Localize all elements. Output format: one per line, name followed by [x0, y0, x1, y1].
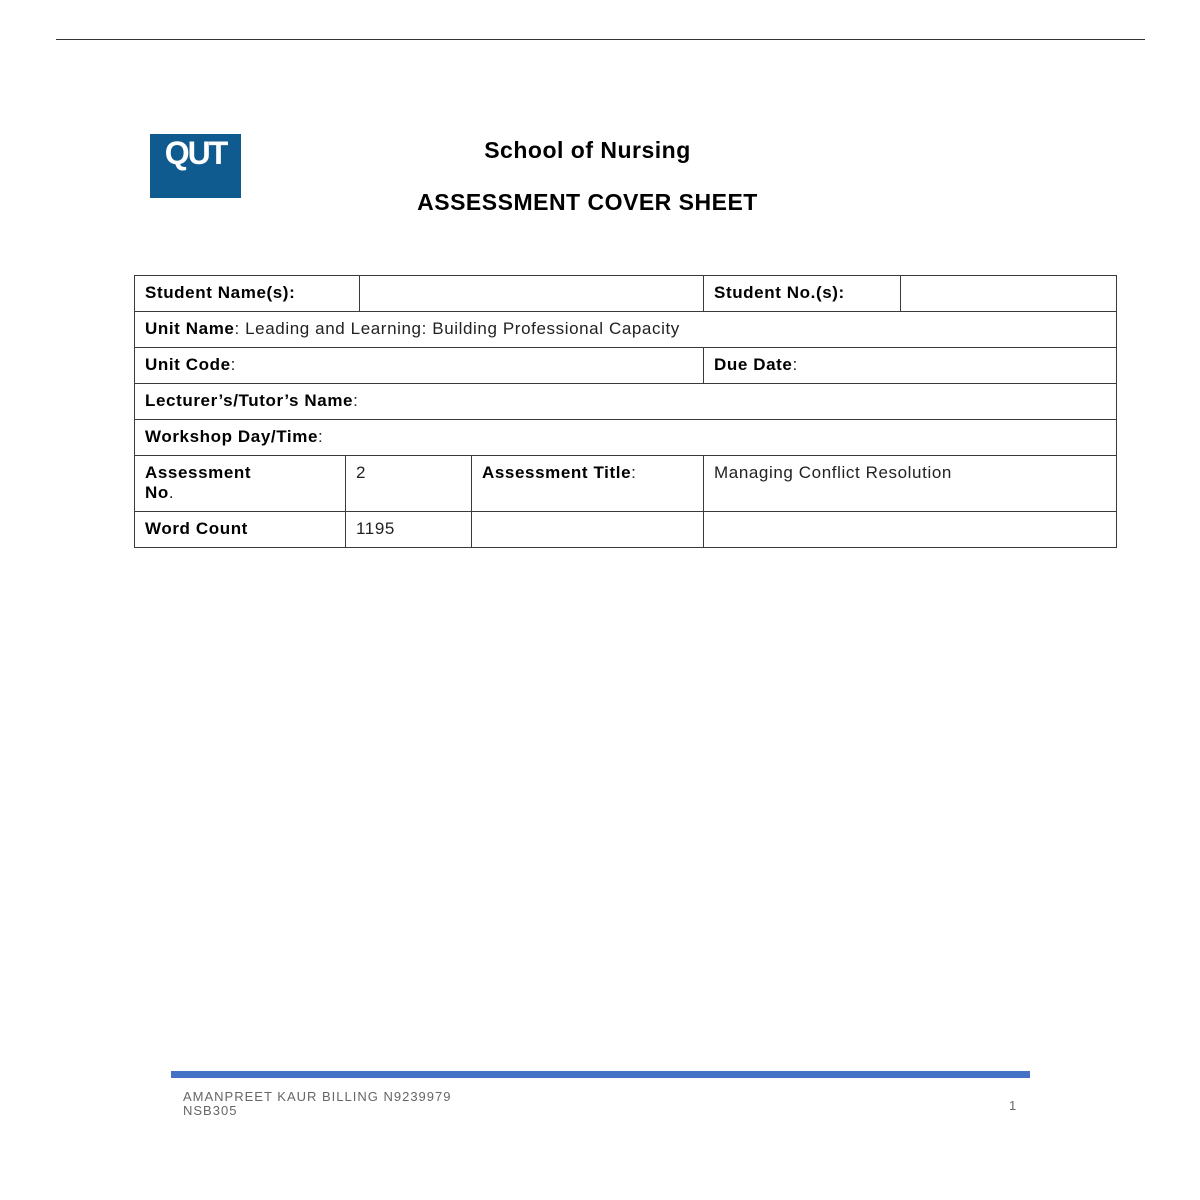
assessment-no-label-line1: Assessment	[145, 463, 252, 482]
assessment-title-colon: :	[631, 463, 637, 482]
assessment-no-label-cell	[135, 456, 346, 512]
page-title: ASSESSMENT COVER SHEET	[417, 189, 758, 215]
word-count-value[interactable]: 1195	[346, 512, 472, 548]
table-row	[135, 276, 1117, 312]
empty-cell[interactable]	[704, 512, 1117, 548]
footer-line-1: AMANPREET KAUR BILLING N9239979	[183, 1089, 452, 1104]
table-row	[135, 512, 1117, 548]
assessment-no-label-dot: .	[168, 483, 175, 502]
assessment-no-label-line2: No	[145, 483, 169, 502]
due-date-colon: :	[792, 355, 798, 374]
lecturer-colon: :	[353, 391, 359, 410]
word-count-label-cell	[135, 512, 346, 548]
workshop-colon: :	[318, 427, 324, 446]
assessment-title-label-cell	[472, 456, 704, 512]
student-name-label: Student Name(s):	[145, 283, 296, 302]
unit-name-value: : Leading and Learning: Building Professional Capacity	[234, 319, 680, 338]
table-row	[135, 420, 1117, 456]
unit-name-label: Unit Name	[145, 319, 235, 338]
footer-author	[183, 1090, 451, 1118]
student-no-field[interactable]	[901, 276, 1117, 312]
lecturer-cell[interactable]	[135, 384, 1117, 420]
lecturer-label: Lecturer’s/Tutor’s Name	[145, 391, 354, 410]
due-date-cell[interactable]	[704, 348, 1117, 384]
logo-text: QUT	[164, 135, 227, 171]
table-row	[135, 456, 1117, 512]
unit-code-cell[interactable]	[135, 348, 704, 384]
assessment-title-value[interactable]: Managing Conflict Resolution	[704, 456, 1117, 512]
workshop-label: Workshop Day/Time	[145, 427, 319, 446]
unit-name-cell	[135, 312, 1117, 348]
word-count-label: Word Count	[145, 519, 248, 538]
workshop-cell[interactable]	[135, 420, 1117, 456]
assessment-title-label: Assessment Title	[482, 463, 632, 482]
student-no-label-cell	[704, 276, 901, 312]
assessment-no-value[interactable]: 2	[346, 456, 472, 512]
footer-divider	[171, 1071, 1030, 1078]
empty-cell[interactable]	[472, 512, 704, 548]
student-no-label: Student No.(s):	[714, 283, 845, 302]
footer-line-2: NSB305	[183, 1103, 238, 1118]
table-row	[135, 384, 1117, 420]
unit-code-label: Unit Code	[145, 355, 231, 374]
cover-sheet-table	[134, 275, 1117, 548]
table-row	[135, 312, 1117, 348]
school-heading: School of Nursing	[484, 137, 691, 163]
page-number: 1	[1009, 1098, 1017, 1113]
student-name-label-cell	[135, 276, 360, 312]
student-name-field[interactable]	[360, 276, 704, 312]
due-date-label: Due Date	[714, 355, 793, 374]
unit-code-colon: :	[230, 355, 236, 374]
table-row	[135, 348, 1117, 384]
top-divider	[56, 39, 1145, 40]
